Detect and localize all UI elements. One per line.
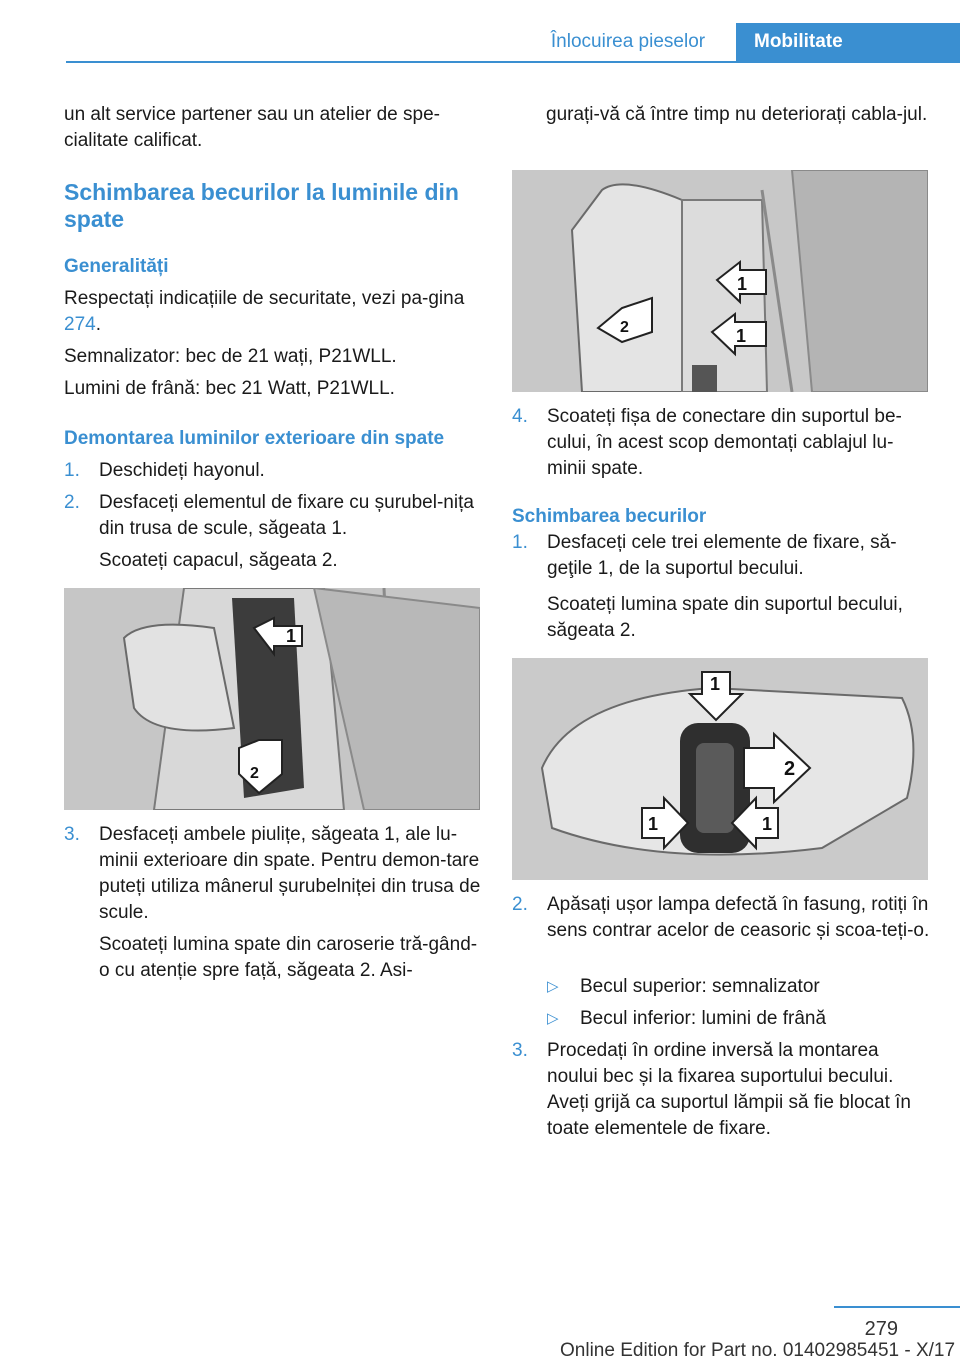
footer-rule (834, 1306, 960, 1308)
bullet-text: Becul superior: semnalizator (580, 976, 820, 997)
arrow-label-1b: 1 (736, 326, 747, 346)
step-number: 1. (64, 460, 80, 481)
step-text: Desfaceți elementul de fixare cu șurubel-nița din trusa de scule, săgeata 1. (99, 492, 474, 539)
arrow-label-1b: 1 (648, 814, 659, 834)
general-paragraph (64, 286, 482, 338)
bullet-text: Becul inferior: lumini de frână (580, 1008, 827, 1029)
step-text: Apăsați ușor lampa defectă în fasung, rotiți în sens contrar acelor de ceasoric și scoa-teți-o. (547, 894, 930, 941)
arrow-label-2: 2 (784, 758, 796, 780)
arrow-label-1: 1 (710, 674, 721, 694)
header-section-title: Înlocuirea pieselor (550, 31, 706, 52)
triangle-bullet-icon: ▷ (547, 1010, 559, 1027)
step-number: 4. (512, 406, 528, 427)
step-extra (99, 932, 482, 984)
edition-note: Online Edition for Part no. 01402985451 - X/17 (560, 1340, 956, 1361)
figure-cover-removal (64, 588, 480, 810)
page-link[interactable]: 274 (64, 314, 96, 335)
general-text: Respectați indicațiile de securitate, vezi pa-gina (64, 288, 465, 309)
section-heading: Schimbarea becurilor la luminile din spate (64, 179, 459, 232)
figure-illustration (64, 588, 480, 810)
arrow-label-1: 1 (286, 626, 297, 646)
header-rule (66, 61, 960, 63)
step-extra-text: Scoateți capacul, săgeata 2. (99, 550, 338, 571)
step-text: Scoateți fișa de conectare din suportul be-cului, în acest scop demontați cablajul lu-minii spate. (547, 406, 902, 479)
arrow-label-2: 2 (250, 765, 259, 782)
header-chapter-tab[interactable]: Mobilitate (736, 23, 960, 61)
arrow-label-1: 1 (737, 274, 748, 294)
subheading-general: Generalități (64, 256, 169, 277)
step-number: 3. (64, 824, 80, 845)
step-text: Procedați în ordine inversă la montarea noului bec și la fixarea suportului becului. Aveți grijă ca suportul lămpii să fie blocat în toate elementele de fixare. (547, 1040, 911, 1139)
triangle-bullet-icon: ▷ (547, 978, 559, 995)
figure-illustration (512, 170, 928, 392)
figure-lamp-nuts (512, 170, 928, 392)
step-number: 3. (512, 1040, 528, 1061)
intro-paragraph: un alt service partener sau un atelier de spe-cialitate calificat. (64, 104, 440, 151)
continuation-paragraph: gurați-vă că între timp nu deteriorați cabla-jul. (546, 104, 928, 125)
step-extra-text: Scoateți lumina spate din caroserie tră-gând-o cu atenție spre față, săgeata 2. Asi- (99, 934, 478, 981)
step-extra (99, 548, 482, 574)
step-number: 2. (64, 492, 80, 513)
arrow-label-2: 2 (620, 319, 629, 336)
arrow-label-1c: 1 (762, 814, 773, 834)
step-text: Desfaceți ambele piulițe, săgeata 1, ale lu-minii exterioare din spate. Pentru demon-tare puteți utiliza mânerul șurubelniței din trusa de scule. (99, 824, 481, 923)
subheading-remove: Demontarea luminilor exterioare din spate (64, 428, 445, 449)
step-extra-text: Scoateți lumina spate din suportul becului, săgeata 2. (547, 594, 903, 641)
figure-bulb-holder (512, 658, 928, 880)
step-extra (547, 592, 930, 644)
indicator-spec: Semnalizator: bec de 21 wați, P21WLL. (64, 346, 397, 367)
page-number: 279 (864, 1318, 898, 1340)
general-text-end: . (95, 314, 101, 335)
step-text: Deschideți hayonul. (99, 460, 265, 481)
page-header (0, 23, 960, 63)
step-number: 1. (512, 532, 528, 553)
subheading-bulbs: Schimbarea becurilor (512, 506, 707, 527)
step-number: 2. (512, 894, 528, 915)
step-text: Desfaceți cele trei elemente de fixare, să-geţile 1, de la suportul becului. (547, 532, 897, 579)
figure-illustration (512, 658, 928, 880)
brake-spec: Lumini de frână: bec 21 Watt, P21WLL. (64, 378, 395, 399)
